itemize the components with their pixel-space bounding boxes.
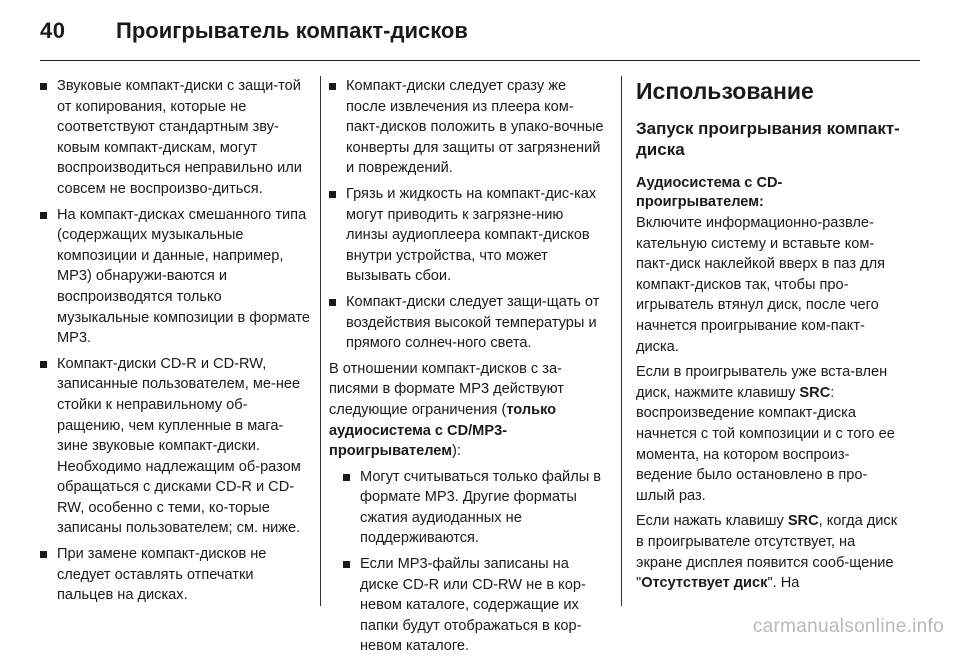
cd-care-list xyxy=(329,76,605,354)
page-number: 40 xyxy=(40,18,66,43)
system-label: Аудиосистема с CD-проигрывателем: xyxy=(636,175,783,210)
bullet-icon xyxy=(329,191,336,198)
model-note: только аудиосистема с CD/MP3-проигрывателем xyxy=(329,401,557,460)
column-3 xyxy=(636,76,904,599)
watermark: carmanualsonline.info xyxy=(752,616,944,637)
bullet-icon xyxy=(343,474,350,481)
paragraph: Если в проигрыватель уже вста-влен диск, нажмите клавишу SRC: воспроизведение компакт-диска начнется с той композиции и с того ее момента, на котором воспроиз-ведение было остановлено в про-шлый раз. xyxy=(636,364,895,504)
cd-notes-list xyxy=(40,76,312,606)
no-disc-message: Отсутствует диск xyxy=(641,575,768,592)
bullet-icon xyxy=(40,361,47,368)
bullet-icon xyxy=(40,83,47,90)
list-item: Могут считываться только файлы в формате MP3. Другие форматы сжатия аудиоданных не поддерживаются. xyxy=(343,467,605,549)
list-item: Грязь и жидкость на компакт-дис-ках могут приводить к загрязне-нию линзы аудиоплеера компакт-дисков внутри устройства, что может вызывать сбои. xyxy=(329,184,605,287)
paragraph: Если нажать клавишу SRC, когда диск в проигрывателе отсутствует, на экране дисплея появится сооб-щение "Отсутствует диск". На xyxy=(636,513,898,592)
column-2 xyxy=(329,76,605,662)
subsection-heading: Запуск проигрывания компакт-диска xyxy=(636,119,900,159)
list-item: Если MP3-файлы записаны на диске CD-R или CD-RW не в кор-невом каталоге, содержащие их папки будут отображаться в кор-невом каталоге. xyxy=(343,554,605,657)
bullet-icon xyxy=(40,551,47,558)
list-item: Компакт-диски CD-R и CD-RW, записанные пользователем, ме-нее стойки к неправильному об-ращению, чем купленные в мага-зине звуковые компакт-диски. Необходимо надлежащим об-разом обращаться с дисками CD-R и CD-RW, особенно с теми, ко-торые записаны пользователем; см. ниже. xyxy=(40,354,312,539)
section-heading: Использование xyxy=(636,78,814,104)
page-header xyxy=(0,0,960,62)
src-key-label: SRC xyxy=(787,513,819,530)
header-rule xyxy=(40,60,920,61)
list-item: Звуковые компакт-диски с защи-той от копирования, которые не соответствуют стандартным зву-ковым компакт-дискам, могут воспроизводиться неправильно или совсем не воспроизво-диться. xyxy=(40,76,312,200)
bullet-icon xyxy=(329,299,336,306)
column-divider xyxy=(621,76,622,606)
list-item: Компакт-диски следует защи-щать от воздействия высокой температуры и прямого солнеч-ного света. xyxy=(329,292,605,354)
page-title: Проигрыватель компакт-дисков xyxy=(116,18,468,43)
bullet-icon xyxy=(329,83,336,90)
column-divider xyxy=(320,76,321,606)
mp3-restrictions-paragraph: В отношении компакт-дисков с за-писями в формате MP3 действуют следующие ограничения (только аудиосистема с CD/MP3-проигрывателем): xyxy=(329,360,564,460)
list-item: Компакт-диски следует сразу же после извлечения из плеера ком-пакт-дисков положить в упако-вочные конверты для защиты от загрязнений и повреждений. xyxy=(329,76,605,179)
mp3-restrictions-list xyxy=(329,467,605,657)
src-key-label: SRC xyxy=(799,384,831,401)
paragraph: Включите информационно-развле-кательную систему и вставьте ком-пакт-диск наклейкой вверх в паз для компакт-дисков так, чтобы про-игрыватель втянул диск, после чего начнется проигрывание ком-пакт-диска. xyxy=(636,215,885,355)
bullet-icon xyxy=(40,212,47,219)
column-1 xyxy=(40,76,312,611)
bullet-icon xyxy=(343,561,350,568)
list-item: На компакт-дисках смешанного типа (содержащих музыкальные композиции и данные, например, MP3) обнаружи-ваются и воспроизводятся только музыкальные композиции в формате MP3. xyxy=(40,205,312,349)
list-item: При замене компакт-дисков не следует оставлять отпечатки пальцев на дисках. xyxy=(40,544,312,606)
